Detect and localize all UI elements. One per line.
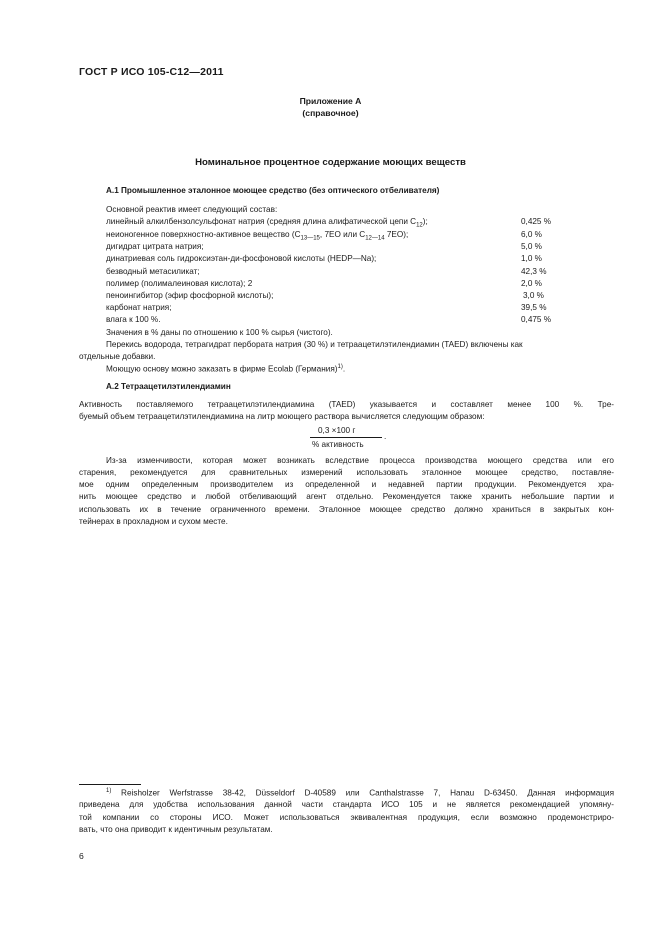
composition-value: 6,0 % bbox=[521, 230, 542, 239]
page-number: 6 bbox=[79, 851, 84, 861]
composition-value: 1,0 % bbox=[521, 254, 542, 263]
section-a2-heading: А.2 Тетраацетилэтилендиамин bbox=[106, 382, 231, 391]
paragraph-line: использовать их в течение ограниченного времени. Эталонное моющее средство должно храниться в закрытых кон- bbox=[79, 505, 614, 514]
composition-item: дигидрат цитрата натрия; bbox=[106, 242, 204, 251]
section-a1-heading: А.1 Промышленное эталонное моющее средство (без оптического отбеливателя) bbox=[106, 186, 440, 195]
composition-item: динатриевая соль гидроксиэтан-ди-фосфоновой кислоты (HEDP—Na); bbox=[106, 254, 377, 263]
composition-item: линейный алкилбензолсульфонат натрия (средняя длина алифатической цепи $С_{12}$); bbox=[106, 217, 428, 229]
footnote-line: $^{1)}$ Reisholzer Werfstrasse 38-42, Düsseldorf D-40589 или Canthalstrasse 7, Hanau D-63450. Данная информация bbox=[106, 788, 614, 798]
composition-value: 3,0 % bbox=[523, 291, 544, 300]
footnote-separator bbox=[79, 784, 141, 785]
paragraph-line: буемый объем тетраацетилэтилендиамина на литр моющего раствора вычисляется следующим образом: bbox=[79, 412, 485, 421]
footnote-line: вать, что она приводит к идентичным результатам. bbox=[79, 825, 273, 834]
annex-type: (справочное) bbox=[302, 108, 359, 118]
paragraph-line: Активность поставляемого тетраацетилэтилендиамина (TAED) указывается и составляет менее 100 %. Тре- bbox=[79, 400, 614, 409]
paragraph-line: Из-за изменчивости, которая может возникать вследствие процесса производства моющего средства или его bbox=[106, 456, 614, 465]
composition-item: влага к 100 %. bbox=[106, 315, 161, 324]
composition-value: 0,475 % bbox=[521, 315, 552, 324]
composition-value: 39,5 % bbox=[521, 303, 547, 312]
composition-item: полимер (полималеиновая кислота); 2 bbox=[106, 279, 253, 288]
paragraph-line: нить моющее средство и любой отбеливающий агент отдельно. Рекомендуется также хранить небольшие партии и bbox=[79, 492, 614, 501]
composition-item: пеноингибитор (эфир фосфорной кислоты); bbox=[106, 291, 274, 300]
composition-value: 5,0 % bbox=[521, 242, 542, 251]
composition-item: неионогенное поверхностно-активное вещество ($С_{13—15}$, 7ЕО или $С_{12—14}$ 7ЕО); bbox=[106, 230, 409, 242]
composition-value: 0,425 % bbox=[521, 217, 552, 226]
paragraph-line: мое одним определенным производителем из определенной и недавней партии продукции. Рекомендуется хра- bbox=[79, 480, 614, 489]
standard-header: ГОСТ Р ИСО 105-С12—2011 bbox=[79, 66, 224, 78]
composition-intro: Основной реактив имеет следующий состав: bbox=[106, 205, 278, 214]
paragraph-line: старения, рекомендуется для сравнительных измерений использовать эталонное моющее средство, поставляе- bbox=[79, 468, 614, 477]
composition-value: 2,0 % bbox=[521, 279, 542, 288]
formula-denominator: % активность bbox=[312, 440, 364, 449]
composition-value: 42,3 % bbox=[521, 267, 547, 276]
footnote-line: той компании со стороны ИСО. Может использоваться эквивалентная продукция, если возможно продемонстриро- bbox=[79, 813, 614, 822]
footnote-reference: 1) bbox=[337, 364, 343, 370]
percent-note: Значения в % даны по отношению к 100 % сырья (чистого). bbox=[106, 328, 333, 337]
footnote-mark: 1) bbox=[106, 788, 112, 794]
paragraph-line: тейнерах в прохладном и сухом месте. bbox=[79, 517, 228, 526]
additives-note: Перекись водорода, тетрагидрат пербората натрия (30 %) и тетраацетилэтилендиамин (TAED) включены как bbox=[106, 340, 523, 349]
formula-end: . bbox=[384, 432, 387, 441]
composition-item: безводный метасиликат; bbox=[106, 267, 200, 276]
document-title: Номинальное процентное содержание моющих веществ bbox=[195, 157, 466, 168]
fraction-bar bbox=[310, 437, 382, 438]
composition-item: карбонат натрия; bbox=[106, 303, 172, 312]
supplier-note: Моющую основу можно заказать в фирме Ecolab (Германия)$^{1)}$. bbox=[106, 364, 346, 374]
additives-note-continued: отдельные добавки. bbox=[79, 352, 156, 361]
formula-numerator: 0,3 ×100 г bbox=[318, 426, 356, 435]
footnote-line: приведена для удобства использования данной части стандарта ИСО 105 и не является рекомендацией упомяну- bbox=[79, 800, 614, 809]
annex-title: Приложение А bbox=[299, 96, 362, 106]
